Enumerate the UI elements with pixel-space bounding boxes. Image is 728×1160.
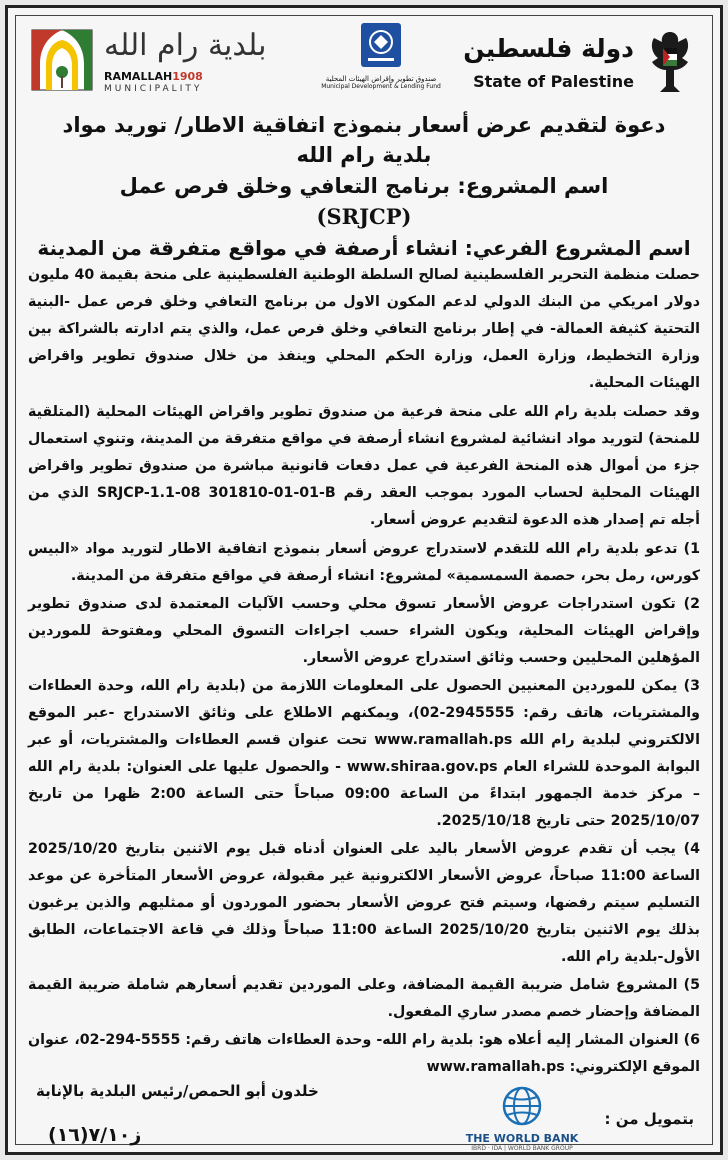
mdlf-logo <box>306 22 456 102</box>
invitation-title: دعوة لتقديم عرض أسعار بنموذج اتفاقية الاطار/ توريد مواد <box>62 113 666 137</box>
world-bank-subtitle: IBRD · IDA | WORLD BANK GROUP <box>471 1145 573 1152</box>
mayor-signature: خلدون أبو الحمص/رئيس البلدية بالإنابة <box>36 1082 319 1100</box>
palestine-eagle-icon <box>644 28 696 96</box>
grant-paragraph <box>28 399 700 534</box>
header <box>16 16 712 106</box>
clause-3-text-a: 3) يمكن للموردين المعنيين الحصول على المعلومات اللازمة من (بلدية رام الله، وحدة العطاءات والمشتريات، هاتف رقم: 2945555-02)، ويمكنهم الاطلاع على وثائق الاستدراج -عبر الموقع الالكتروني لبلدية رام الله <box>28 678 700 748</box>
project-name: اسم المشروع: برنامج التعافي وخلق فرص عمل <box>119 174 609 198</box>
shiraa-website-link[interactable]: www.shiraa.gov.ps <box>346 759 498 775</box>
clause-5: 5) المشروع شامل ضريبة القيمة المضافة، وعلى الموردين تقديم أسعارهم شاملة ضريبة القيمة المضافة وإحضار خصم مصدر ساري المفعول. <box>28 977 700 1020</box>
announcement-body <box>28 262 700 1081</box>
publication-code: ز٧/١٠(١٦) <box>48 1124 142 1146</box>
clause-4: 4) يجب أن تقدم عروض الأسعار باليد على العنوان أدناه قبل يوم الاثنين بتاريخ 2025/10/20 الساعة 11:00 صباحاً، عروض الأسعار الالكترونية غير مقبولة، عروض الأسعار المتأخرة عن موعد التسليم سيتم رفضها، وسيتم فتح عروض الأسعار بحضور الموردون أو ممثليهم والذين يرغبون بذلك يوم الاثنين بتاريخ 2025/10/20 الساعة 11:00 صباحاً وذلك في قاعة الاجتماعات، الطابق الأول-بلدية رام الله. <box>28 841 700 965</box>
ramallah-municipality-word: MUNICIPALITY <box>104 84 203 94</box>
advertisement-inner-border <box>15 15 713 1152</box>
ramallah-municipality-logo <box>30 24 267 104</box>
advertisement-frame <box>5 5 723 1155</box>
ramallah-website-link-footer[interactable]: www.ramallah.ps <box>426 1059 565 1075</box>
ramallah-arabic-name: بلدية رام الله <box>104 28 267 63</box>
project-code: (SRJCP) <box>316 204 412 229</box>
state-arabic-name: دولة فلسطين <box>463 34 634 63</box>
grant-paragraph-text: وقد حصلت بلدية رام الله على منحة فرعية من صندوق تطوير واقراض الهيئات المحلية (المتلقية للمنحة) لتوريد مواد انشائية لمشروع انشاء أرصفة في مواقع متفرقة من المدينة، وتنوي استعمال جزء من أموال هذه المنحة الفرعية في عمل دفعات قانونية مباشرة من صندوق تطوير واقراض الهيئات المحلية لحساب المورد بموجب العقد رقم <box>28 404 700 501</box>
clause-6 <box>28 1027 700 1081</box>
mdlf-emblem-icon <box>360 22 402 68</box>
ramallah-founding-year: 1908 <box>172 70 203 83</box>
subproject-name: اسم المشروع الفرعي: انشاء أرصفة في مواقع متفرقة من المدينة <box>37 236 691 260</box>
mdlf-english-name: Municipal Development & Lending Fund <box>321 83 441 90</box>
ramallah-website-link[interactable]: www.ramallah.ps <box>374 732 513 748</box>
titles-block <box>26 110 702 264</box>
world-bank-globe-icon <box>502 1086 542 1126</box>
funding-label: بتمويل من : <box>604 1110 694 1128</box>
clause-3-text-b: تحت عنوان قسم العطاءات والمشتريات، أو عبر البوابة الموحدة للشراء العام <box>28 732 700 775</box>
municipality-title: بلدية رام الله <box>296 143 432 167</box>
clause-2: 2) تكون استدراجات عروض الأسعار تسوق محلي وحسب الآليات المعتمدة لدى صندوق تطوير وإقراض الهيئات المحلية، ويكون الشراء حسب اجراءات التسوق المحلي ومفتوحة للموردين المؤهلين المحليين وحسب وثائق استدراج عروض الأسعار. <box>28 596 700 666</box>
clause-3 <box>28 673 700 835</box>
ramallah-english-word: RAMALLAH <box>104 70 173 83</box>
mdlf-arabic-name: صندوق تطوير وإقراض الهيئات المحلية <box>325 75 437 83</box>
state-english-name: State of Palestine <box>473 72 634 91</box>
state-of-palestine-logo <box>463 26 696 101</box>
clause-1: 1) تدعو بلدية رام الله للتقدم لاستدراج عروض أسعار بنموذج اتفاقية الاطار لتوريد مواد «البيس كورس، رمل بحر، حصمة السمسمية» لمشروع: انشاء أرصفة في مواقع متفرقة من المدينة. <box>28 541 700 584</box>
ramallah-english-name <box>104 70 203 83</box>
intro-paragraph: حصلت منظمة التحرير الفلسطينية لصالح السلطة الوطنية الفلسطينية على منحة بقيمة 40 مليون دولار امريكي من البنك الدولي لدعم المكون الاول من برنامج التعافي وخلق فرص عمل -البنية التحتية كثيفة العمالة- في إطار برنامج التعافي وخلق فرص عمل، والذي يتم ادارته بالشراكة بين وزارة التخطيط، وزارة العمل، وزارة الحكم المحلي وينفذ من خلال صندوق تطوير واقراض الهيئات المحلية. <box>28 267 700 391</box>
ramallah-arch-emblem-icon <box>30 28 94 92</box>
clause-3-text-c: - والحصول عليها على العنوان: بلدية رام الله – مركز خدمة الجمهور ابتداءً من الساعة 09:00 صباحاً حتى الساعة 2:00 ظهرا من تاريخ 2025/10/07 حتى تاريخ 2025/10/18. <box>28 759 700 829</box>
contract-number: SRJCP-1.1-08 301810-01-01-B <box>96 485 336 501</box>
world-bank-logo <box>462 1086 582 1160</box>
world-bank-name: THE WORLD BANK <box>465 1132 579 1145</box>
clause-6-text: 6) العنوان المشار إليه أعلاه هو: بلدية رام الله- وحدة العطاءات هاتف رقم: 5555-294-02، عنوان الموقع الإلكتروني: <box>28 1032 700 1075</box>
grant-paragraph-end: الذي من أجله تم إصدار هذه الدعوة لتقديم عروض أسعار. <box>28 485 700 528</box>
